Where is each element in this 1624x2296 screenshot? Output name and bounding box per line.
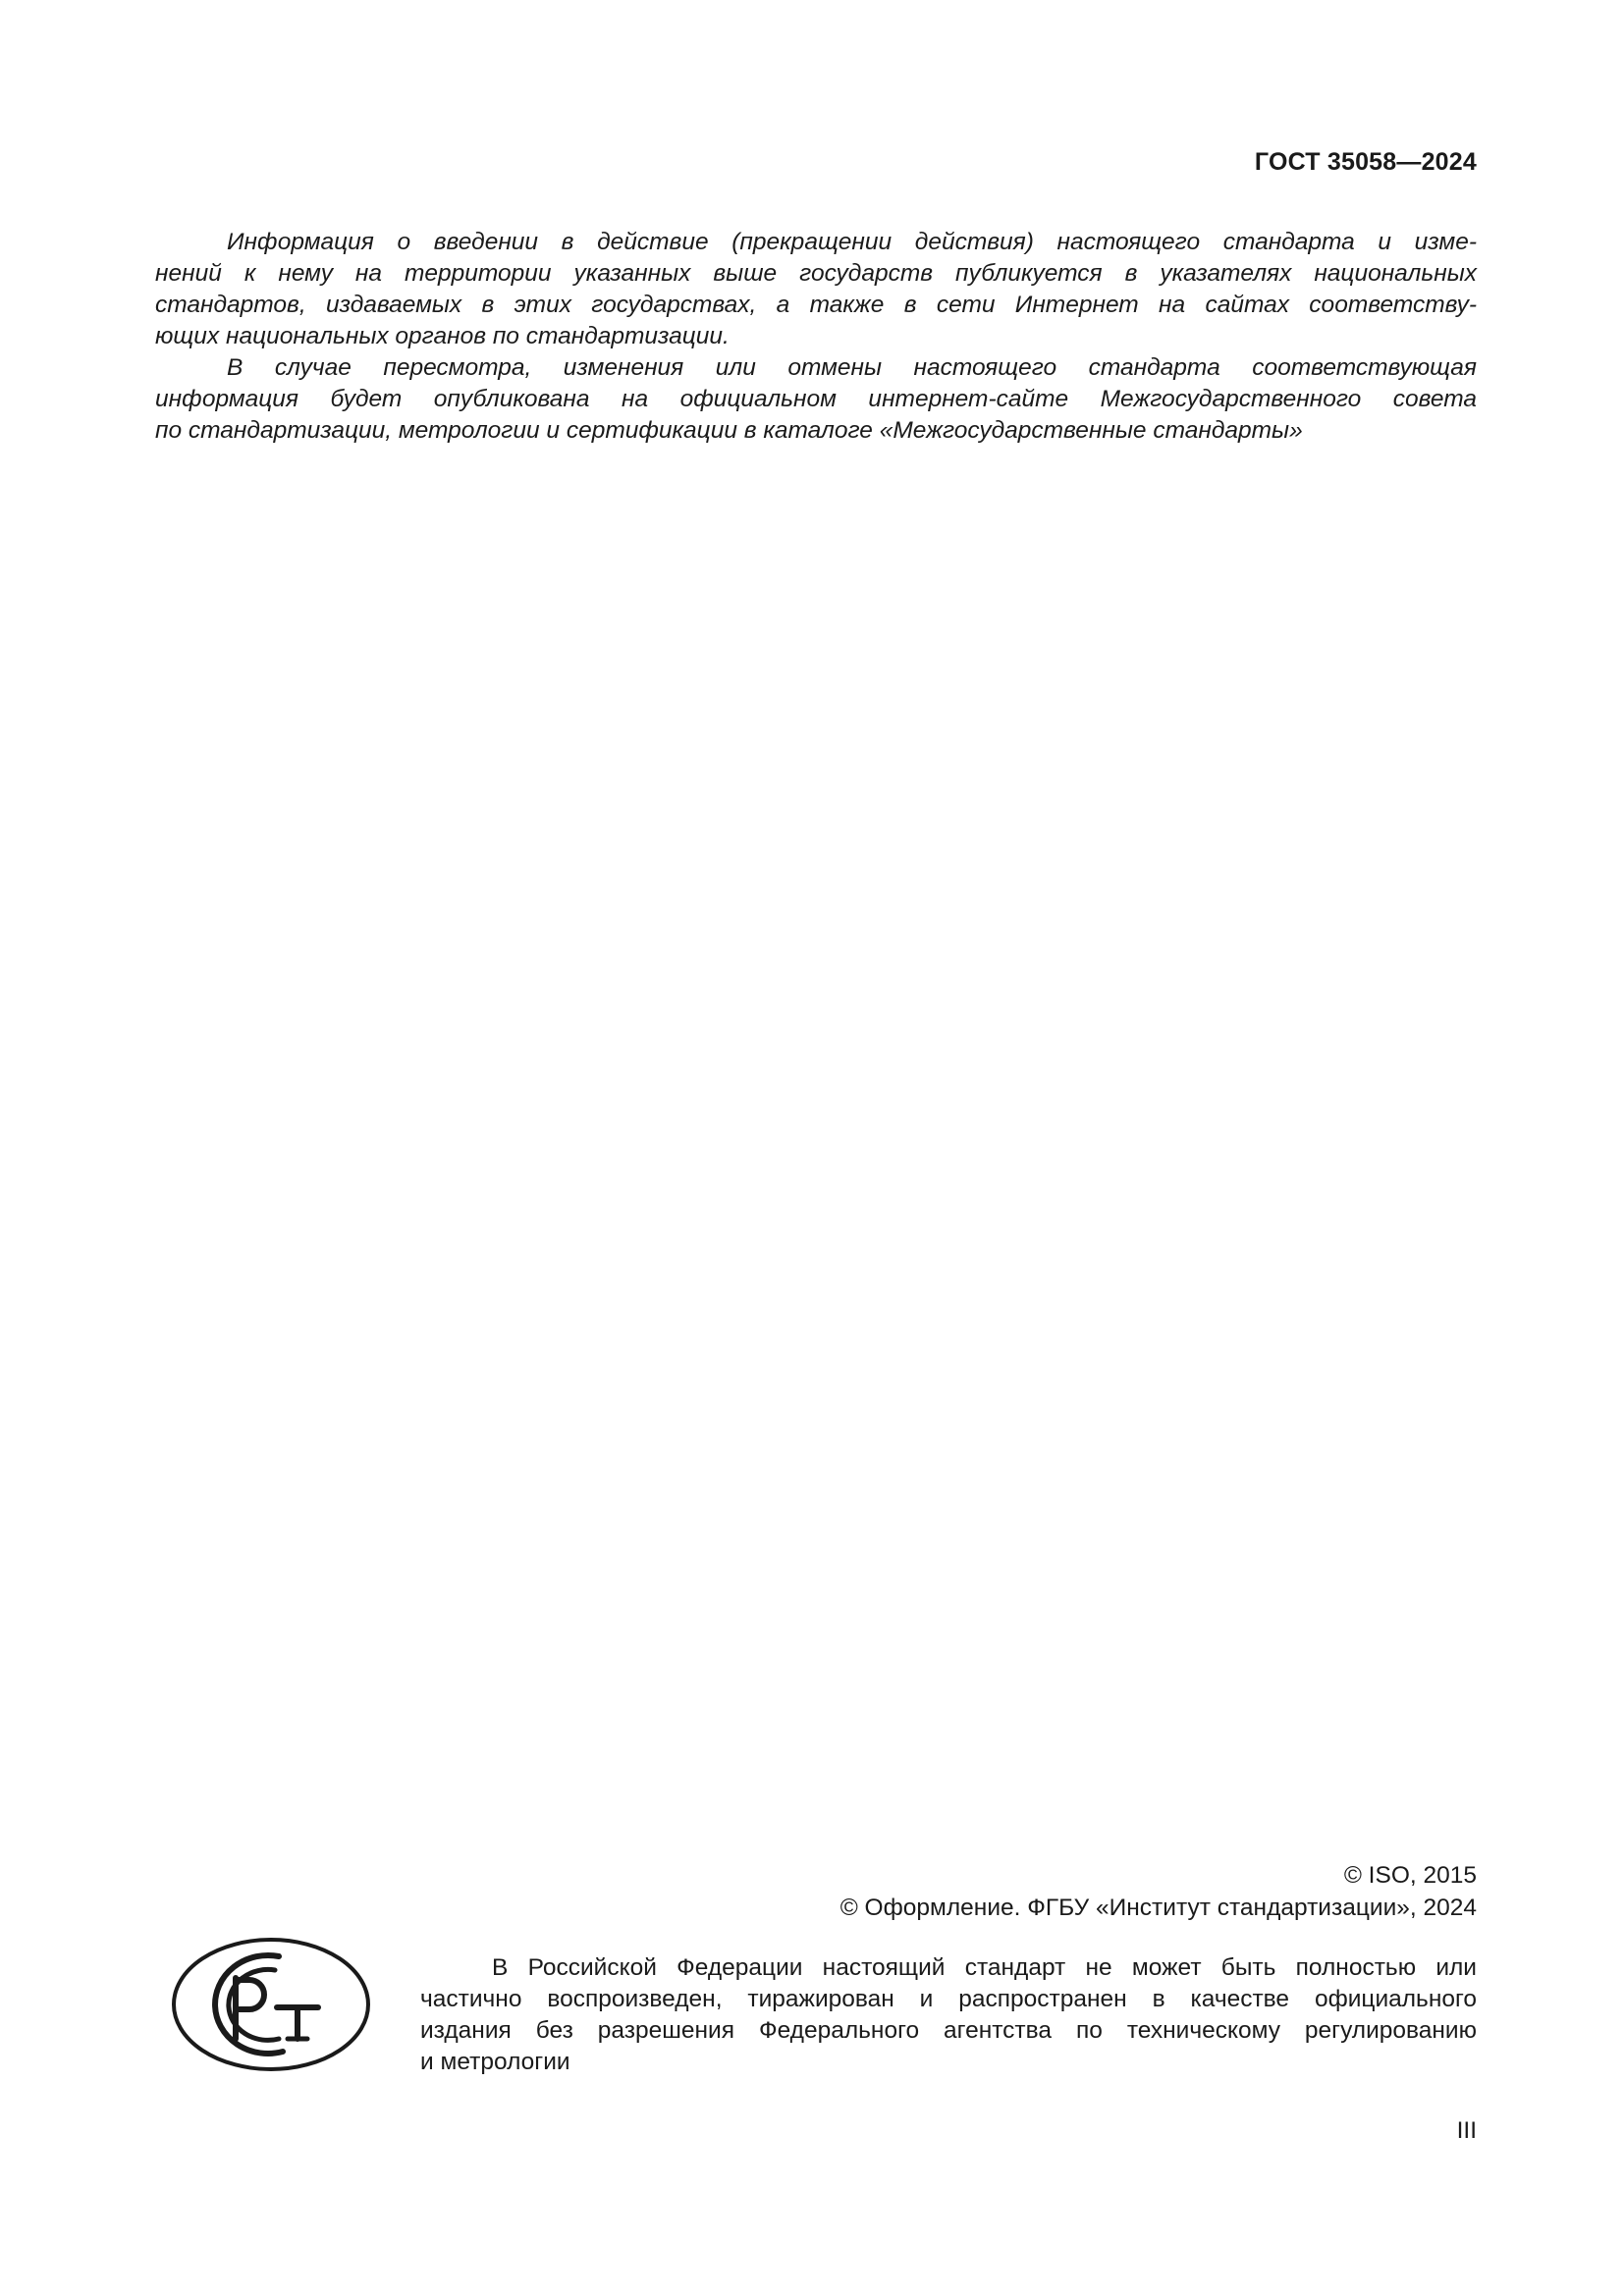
paragraph-line: ющих национальных органов по стандартизации. [155, 323, 730, 349]
paragraph-line: стандартов, издаваемых в этих государствах, а также в сети Интернет на сайтах соответству- [155, 292, 1477, 318]
page-number: III [1456, 2117, 1477, 2144]
rst-certification-mark-icon [171, 1937, 371, 2072]
paragraph-revision-info [155, 352, 1477, 447]
copyright-iso: © ISO, 2015 [1343, 1862, 1477, 1889]
reproduction-notice [420, 1952, 1477, 2078]
paragraph-introduction-info [155, 227, 1477, 352]
paragraph-line: нений к нему на территории указанных выше государств публикуется в указателях национальных [155, 260, 1477, 287]
paragraph-line: по стандартизации, метрологии и сертификации в каталоге «Межгосударственные стандарты» [155, 417, 1303, 444]
notice-line: частично воспроизведен, тиражирован и распространен в качестве официального [420, 1986, 1477, 2012]
paragraph-line: информация будет опубликована на официальном интернет-сайте Межгосударственного совета [155, 386, 1477, 412]
body-text [155, 227, 1477, 447]
notice-line: и метрологии [420, 2049, 570, 2075]
notice-line: В Российской Федерации настоящий стандарт не может быть полностью или [492, 1954, 1477, 1981]
notice-line: издания без разрешения Федерального агентства по техническому регулированию [420, 2017, 1477, 2044]
paragraph-line: Информация о введении в действие (прекращении действия) настоящего стандарта и изме- [227, 229, 1477, 255]
document-code: ГОСТ 35058—2024 [1254, 148, 1477, 176]
paragraph-line: В случае пересмотра, изменения или отмены настоящего стандарта соответствующая [227, 354, 1477, 381]
copyright-design: © Оформление. ФГБУ «Институт стандартизации», 2024 [839, 1895, 1477, 1921]
